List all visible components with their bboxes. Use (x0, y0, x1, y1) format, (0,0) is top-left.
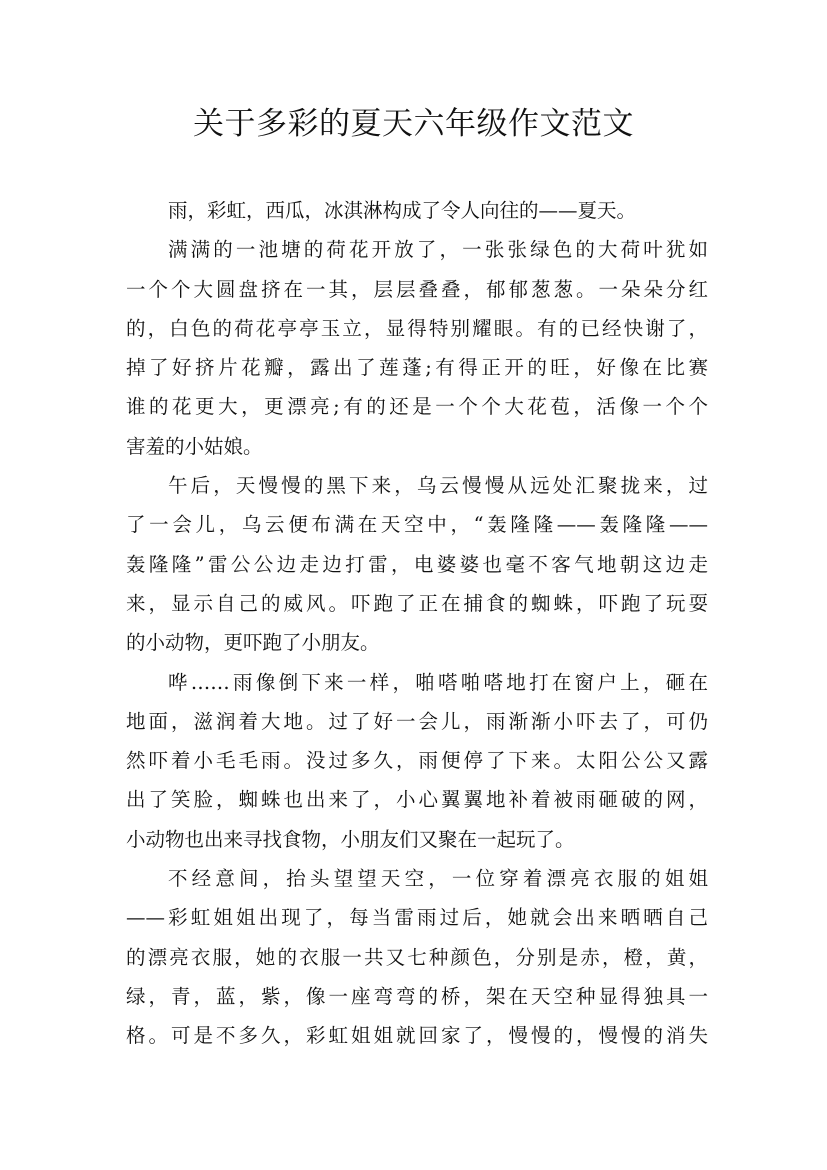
essay-line: 了一会儿，乌云便布满在天空中，“轰隆隆——轰隆隆—— (126, 513, 708, 537)
essay-line: 一个个大圆盘挤在一其，层层叠叠，郁郁葱葱。一朵朵分红 (126, 277, 708, 301)
essay-line: 小动物也出来寻找食物，小朋友们又聚在一起玩了。 (126, 827, 575, 851)
essay-line: 格。可是不多久，彩虹姐姐就回家了，慢慢的，慢慢的消失 (126, 1024, 708, 1048)
essay-line: 雨，彩虹，西瓜，冰淇淋构成了令人向往的——夏天。 (168, 199, 637, 222)
essay-line: 的漂亮衣服，她的衣服一共又七种颜色，分别是赤，橙，黄， (126, 945, 708, 969)
essay-line: 的小动物，更吓跑了小朋友。 (126, 631, 380, 655)
essay-line: 出了笑脸，蜘蛛也出来了，小心翼翼地补着被雨砸破的网， (126, 788, 708, 812)
essay-line: 满满的一池塘的荷花开放了，一张张绿色的大荷叶犹如 (168, 238, 708, 262)
essay-line: ——彩虹姐姐出现了，每当雷雨过后，她就会出来晒晒自己 (126, 906, 708, 930)
essay-line: 然吓着小毛毛雨。没过多久，雨便停了下来。太阳公公又露 (126, 749, 708, 773)
essay-line: 害羞的小姑娘。 (126, 434, 263, 458)
document-title: 关于多彩的夏天六年级作文范文 (193, 106, 634, 142)
essay-line: 轰隆隆”雷公公边走边打雷，电婆婆也毫不客气地朝这边走 (126, 552, 708, 576)
essay-line: 不经意间，抬头望望天空，一位穿着漂亮衣服的姐姐 (168, 867, 708, 891)
essay-line: 午后，天慢慢的黑下来，乌云慢慢从远处汇聚拢来，过 (168, 474, 708, 498)
essay-line: 哗……雨像倒下来一样，啪嗒啪嗒地打在窗户上，砸在 (168, 670, 708, 694)
essay-line: 绿，青，蓝，紫，像一座弯弯的桥，架在天空种显得独具一 (126, 984, 708, 1008)
essay-line: 的，白色的荷花亭亭玉立，显得特别耀眼。有的已经快谢了， (126, 316, 708, 340)
essay-line: 来，显示自己的威风。吓跑了正在捕食的蜘蛛，吓跑了玩耍 (126, 591, 708, 615)
essay-line: 地面，滋润着大地。过了好一会儿，雨渐渐小吓去了，可仍 (126, 709, 708, 733)
essay-line: 谁的花更大，更漂亮;有的还是一个个大花苞，活像一个个 (126, 395, 708, 419)
essay-line: 掉了好挤片花瓣，露出了莲蓬;有得正开的旺，好像在比赛 (126, 356, 708, 380)
essay-body (126, 191, 708, 1056)
